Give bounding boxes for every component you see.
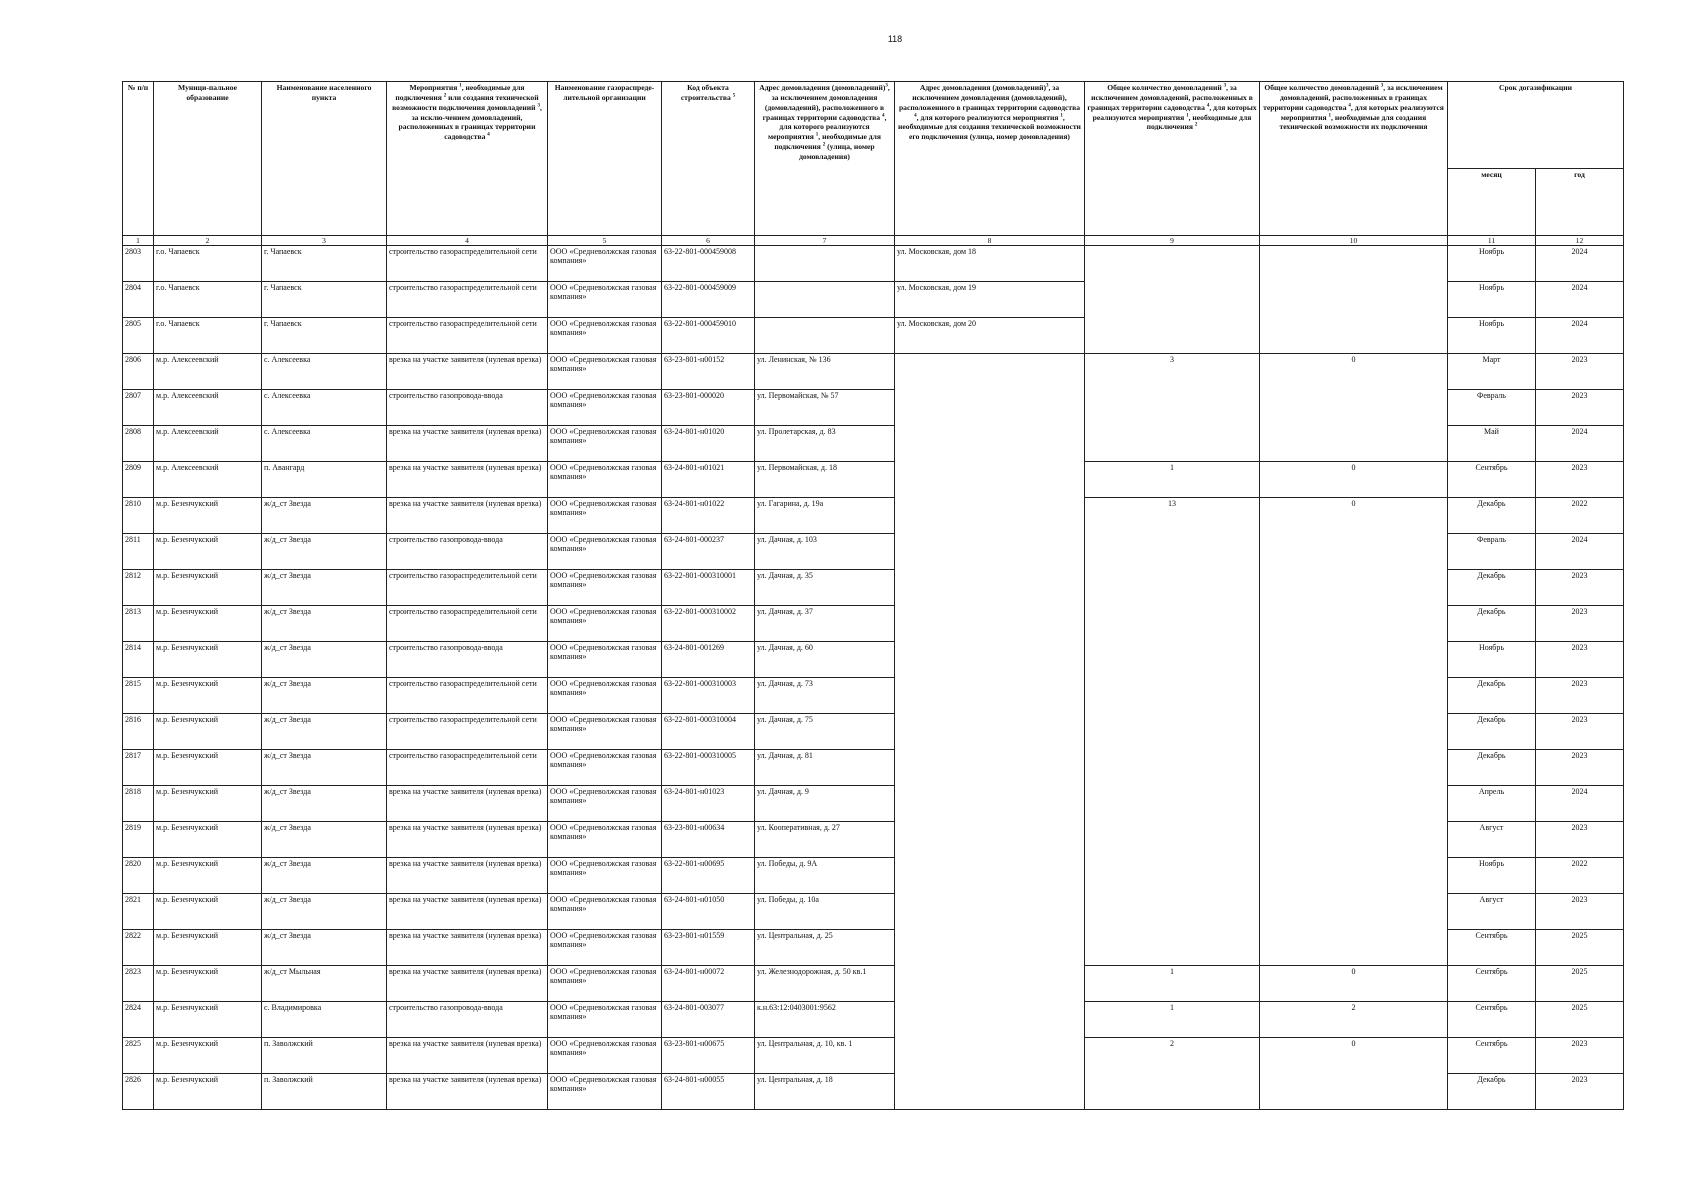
deadline-year-cell: 2022 [1536,498,1624,534]
row-number: 2803 [123,246,154,282]
row-number: 2811 [123,534,154,570]
object-code-cell: 63-23-801-н00634 [662,822,755,858]
deadline-year-cell: 2023 [1536,462,1624,498]
organization-cell: ООО «Средневолжская газовая компания» [548,390,662,426]
municipality-cell: м.р. Безенчукский [154,642,262,678]
deadline-year-cell: 2022 [1536,858,1624,894]
column-number: 7 [755,236,895,246]
organization-cell: ООО «Средневолжская газовая компания» [548,858,662,894]
header-count-connection: Общее количество домовладений $^3$, за исключением домовладений, расположенных в границах территории садоводства $^4$, для которых реализуются мероприятия $^1$, необходимые для подключения $^2$ [1085,82,1260,236]
column-number-row [123,236,1624,246]
column-number: 12 [1536,236,1624,246]
object-code-cell: 63-22-801-000459010 [662,318,755,354]
address-connection-cell [755,246,895,282]
address-connection-cell: ул. Кооперативная, д. 27 [755,822,895,858]
deadline-month-cell: Ноябрь [1448,282,1536,318]
organization-cell: ООО «Средневолжская газовая компания» [548,318,662,354]
header-address-technical: Адрес домовладения (домовладений)$^3$, за исключением домовладения (домовладений), расположенного в границах территории садоводства $^4$, для которого реализуются мероприятия $^1$, необходимые для создания технической возможности его подключения (улица, номер домовладения) [895,82,1085,236]
deadline-year-cell: 2023 [1536,606,1624,642]
row-number: 2813 [123,606,154,642]
row-number: 2809 [123,462,154,498]
measure-cell: строительство газораспределительной сети [387,282,548,318]
table-row [123,966,1624,1002]
deadline-month-cell: Ноябрь [1448,642,1536,678]
settlement-cell: ж/д_ст Звезда [262,894,387,930]
object-code-cell: 63-24-801-н00055 [662,1074,755,1110]
count-technical-cell: 0 [1260,966,1448,1002]
count-connection-cell: 13 [1085,498,1260,966]
settlement-cell: с. Алексеевка [262,354,387,390]
municipality-cell: м.р. Безенчукский [154,858,262,894]
settlement-cell: ж/д_ст Мыльная [262,966,387,1002]
row-number: 2806 [123,354,154,390]
deadline-year-cell: 2023 [1536,750,1624,786]
count-connection-cell: 1 [1085,966,1260,1002]
object-code-cell: 63-24-801-н01023 [662,786,755,822]
deadline-month-cell: Декабрь [1448,498,1536,534]
municipality-cell: м.р. Безенчукский [154,930,262,966]
deadline-year-cell: 2023 [1536,642,1624,678]
count-technical-cell: 0 [1260,354,1448,462]
column-number: 11 [1448,236,1536,246]
row-number: 2815 [123,678,154,714]
deadline-month-cell: Август [1448,822,1536,858]
settlement-cell: ж/д_ст Звезда [262,714,387,750]
municipality-cell: м.р. Безенчукский [154,534,262,570]
measure-cell: врезка на участке заявителя (нулевая врезка) [387,426,548,462]
organization-cell: ООО «Средневолжская газовая компания» [548,786,662,822]
count-technical-cell: 0 [1260,462,1448,498]
deadline-year-cell: 2023 [1536,1074,1624,1110]
measure-cell: строительство газопровода-ввода [387,390,548,426]
count-connection-cell: 1 [1085,1002,1260,1038]
municipality-cell: м.р. Безенчукский [154,1002,262,1038]
municipality-cell: г.о. Чапаевск [154,282,262,318]
deadline-year-cell: 2025 [1536,930,1624,966]
deadline-month-cell: Декабрь [1448,606,1536,642]
count-connection-cell: 1 [1085,462,1260,498]
object-code-cell: 63-24-801-000237 [662,534,755,570]
settlement-cell: г. Чапаевск [262,246,387,282]
deadline-month-cell: Ноябрь [1448,318,1536,354]
address-connection-cell: ул. Первомайская, д. 18 [755,462,895,498]
deadline-year-cell: 2024 [1536,282,1624,318]
settlement-cell: ж/д_ст Звезда [262,642,387,678]
deadline-year-cell: 2023 [1536,354,1624,390]
measure-cell: врезка на участке заявителя (нулевая врезка) [387,894,548,930]
measure-cell: строительство газораспределительной сети [387,714,548,750]
organization-cell: ООО «Средневолжская газовая компания» [548,570,662,606]
object-code-cell: 63-24-801-003077 [662,1002,755,1038]
organization-cell: ООО «Средневолжская газовая компания» [548,426,662,462]
table-row [123,1038,1624,1074]
settlement-cell: с. Алексеевка [262,426,387,462]
settlement-cell: ж/д_ст Звезда [262,930,387,966]
row-number: 2826 [123,1074,154,1110]
organization-cell: ООО «Средневолжская газовая компания» [548,354,662,390]
row-number: 2817 [123,750,154,786]
measure-cell: строительство газораспределительной сети [387,570,548,606]
municipality-cell: м.р. Алексеевский [154,354,262,390]
settlement-cell: п. Авангард [262,462,387,498]
address-connection-cell: ул. Железнодорожная, д. 50 кв.1 [755,966,895,1002]
deadline-year-cell: 2025 [1536,1002,1624,1038]
header-municipality: Муници-пальное образование [154,82,262,236]
address-technical-cell: ул. Московская, дом 18 [895,246,1085,282]
address-connection-cell: ул. Дачная, д. 73 [755,678,895,714]
gasification-table [122,81,1624,1110]
municipality-cell: м.р. Безенчукский [154,894,262,930]
deadline-year-cell: 2023 [1536,1038,1624,1074]
municipality-cell: г.о. Чапаевск [154,246,262,282]
object-code-cell: 63-22-801-000310005 [662,750,755,786]
column-number: 6 [662,236,755,246]
count-connection-cell [1085,246,1260,354]
organization-cell: ООО «Средневолжская газовая компания» [548,750,662,786]
deadline-month-cell: Декабрь [1448,750,1536,786]
deadline-year-cell: 2023 [1536,570,1624,606]
deadline-year-cell: 2024 [1536,318,1624,354]
header-object-code: Код объекта строительства $^5$ [662,82,755,236]
address-connection-cell: ул. Победы, д. 9А [755,858,895,894]
settlement-cell: с. Алексеевка [262,390,387,426]
object-code-cell: 63-23-801-н00675 [662,1038,755,1074]
measure-cell: строительство газораспределительной сети [387,318,548,354]
object-code-cell: 63-22-801-000310001 [662,570,755,606]
address-technical-cell: ул. Московская, дом 20 [895,318,1085,354]
organization-cell: ООО «Средневолжская газовая компания» [548,282,662,318]
deadline-month-cell: Март [1448,354,1536,390]
header-settlement: Наименование населенного пункта [262,82,387,236]
organization-cell: ООО «Средневолжская газовая компания» [548,894,662,930]
municipality-cell: г.о. Чапаевск [154,318,262,354]
count-technical-cell: 2 [1260,1002,1448,1038]
address-connection-cell: ул. Центральная, д. 25 [755,930,895,966]
row-number: 2821 [123,894,154,930]
measure-cell: врезка на участке заявителя (нулевая врезка) [387,1038,548,1074]
count-connection-cell: 2 [1085,1038,1260,1110]
object-code-cell: 63-24-801-н01020 [662,426,755,462]
settlement-cell: ж/д_ст Звезда [262,570,387,606]
municipality-cell: м.р. Алексеевский [154,390,262,426]
table-row [123,354,1624,390]
deadline-month-cell: Апрель [1448,786,1536,822]
municipality-cell: м.р. Безенчукский [154,570,262,606]
address-technical-cell: ул. Московская, дом 19 [895,282,1085,318]
object-code-cell: 63-23-801-000020 [662,390,755,426]
address-connection-cell: ул. Ленинская, № 136 [755,354,895,390]
organization-cell: ООО «Средневолжская газовая компания» [548,498,662,534]
address-connection-cell: ул. Центральная, д. 18 [755,1074,895,1110]
address-connection-cell: ул. Дачная, д. 60 [755,642,895,678]
row-number: 2823 [123,966,154,1002]
object-code-cell: 63-22-801-н00695 [662,858,755,894]
deadline-month-cell: Декабрь [1448,714,1536,750]
measure-cell: строительство газораспределительной сети [387,246,548,282]
measure-cell: строительство газораспределительной сети [387,606,548,642]
table-row [123,498,1624,534]
count-technical-cell: 0 [1260,498,1448,966]
object-code-cell: 63-22-801-000310002 [662,606,755,642]
deadline-year-cell: 2024 [1536,786,1624,822]
organization-cell: ООО «Средневолжская газовая компания» [548,1038,662,1074]
settlement-cell: г. Чапаевск [262,282,387,318]
measure-cell: врезка на участке заявителя (нулевая врезка) [387,822,548,858]
column-number: 10 [1260,236,1448,246]
row-number: 2804 [123,282,154,318]
header-year: год [1536,169,1624,236]
deadline-month-cell: Декабрь [1448,570,1536,606]
table-body [123,246,1624,1110]
measure-cell: врезка на участке заявителя (нулевая врезка) [387,354,548,390]
organization-cell: ООО «Средневолжская газовая компания» [548,714,662,750]
column-number: 3 [262,236,387,246]
header-number: № п/п [123,82,154,236]
header-count-technical: Общее количество домовладений $^3$, за исключением домовладений, расположенных в границах территории садоводства $^4$, для которых реализуются мероприятия $^1$, необходимые для создания технической возможности их подключения [1260,82,1448,236]
deadline-year-cell: 2024 [1536,246,1624,282]
municipality-cell: м.р. Безенчукский [154,498,262,534]
deadline-month-cell: Сентябрь [1448,1002,1536,1038]
object-code-cell: 63-24-801-н01021 [662,462,755,498]
table-row [123,1002,1624,1038]
row-number: 2824 [123,1002,154,1038]
address-connection-cell: ул. Первомайская, № 57 [755,390,895,426]
settlement-cell: с. Владимировка [262,1002,387,1038]
address-connection-cell: ул. Дачная, д. 35 [755,570,895,606]
deadline-month-cell: Февраль [1448,390,1536,426]
object-code-cell: 63-24-801-н01022 [662,498,755,534]
municipality-cell: м.р. Алексеевский [154,462,262,498]
deadline-month-cell: Сентябрь [1448,930,1536,966]
address-connection-cell: ул. Центральная, д. 10, кв. 1 [755,1038,895,1074]
organization-cell: ООО «Средневолжская газовая компания» [548,1074,662,1110]
count-technical-cell: 0 [1260,1038,1448,1110]
object-code-cell: 63-24-801-001269 [662,642,755,678]
settlement-cell: ж/д_ст Звезда [262,678,387,714]
row-number: 2808 [123,426,154,462]
municipality-cell: м.р. Безенчукский [154,966,262,1002]
address-connection-cell [755,318,895,354]
deadline-month-cell: Май [1448,426,1536,462]
address-connection-cell: ул. Гагарина, д. 19а [755,498,895,534]
address-connection-cell: к.н.63:12:0403001:9562 [755,1002,895,1038]
measure-cell: врезка на участке заявителя (нулевая врезка) [387,966,548,1002]
object-code-cell: 63-22-801-000310003 [662,678,755,714]
row-number: 2807 [123,390,154,426]
deadline-month-cell: Ноябрь [1448,246,1536,282]
settlement-cell: г. Чапаевск [262,318,387,354]
organization-cell: ООО «Средневолжская газовая компания» [548,678,662,714]
table-row [123,462,1624,498]
deadline-month-cell: Февраль [1448,534,1536,570]
settlement-cell: ж/д_ст Звезда [262,822,387,858]
count-connection-cell: 3 [1085,354,1260,462]
deadline-year-cell: 2023 [1536,714,1624,750]
address-connection-cell: ул. Пролетарская, д. 83 [755,426,895,462]
row-number: 2825 [123,1038,154,1074]
deadline-year-cell: 2023 [1536,678,1624,714]
measure-cell: врезка на участке заявителя (нулевая врезка) [387,786,548,822]
object-code-cell: 63-22-801-000310004 [662,714,755,750]
header-organization: Наименование газораспреде-лительной организации [548,82,662,236]
measure-cell: врезка на участке заявителя (нулевая врезка) [387,1074,548,1110]
deadline-year-cell: 2025 [1536,966,1624,1002]
measure-cell: строительство газопровода-ввода [387,1002,548,1038]
object-code-cell: 63-22-801-000459009 [662,282,755,318]
count-technical-cell [1260,246,1448,354]
row-number: 2819 [123,822,154,858]
address-connection-cell [755,282,895,318]
row-number: 2818 [123,786,154,822]
measure-cell: врезка на участке заявителя (нулевая врезка) [387,858,548,894]
organization-cell: ООО «Средневолжская газовая компания» [548,462,662,498]
municipality-cell: м.р. Безенчукский [154,750,262,786]
deadline-month-cell: Сентябрь [1448,1038,1536,1074]
address-connection-cell: ул. Дачная, д. 75 [755,714,895,750]
municipality-cell: м.р. Алексеевский [154,426,262,462]
object-code-cell: 63-23-801-н00152 [662,354,755,390]
measure-cell: строительство газораспределительной сети [387,678,548,714]
row-number: 2805 [123,318,154,354]
deadline-month-cell: Август [1448,894,1536,930]
municipality-cell: м.р. Безенчукский [154,822,262,858]
settlement-cell: п. Заволжский [262,1038,387,1074]
settlement-cell: ж/д_ст Звезда [262,750,387,786]
municipality-cell: м.р. Безенчукский [154,606,262,642]
column-number: 9 [1085,236,1260,246]
row-number: 2820 [123,858,154,894]
organization-cell: ООО «Средневолжская газовая компания» [548,642,662,678]
address-connection-cell: ул. Победы, д. 10а [755,894,895,930]
deadline-month-cell: Сентябрь [1448,462,1536,498]
column-number: 2 [154,236,262,246]
measure-cell: строительство газопровода-ввода [387,534,548,570]
column-number: 8 [895,236,1085,246]
page-number: 118 [887,34,903,44]
row-number: 2822 [123,930,154,966]
header-deadline: Срок догазификации [1448,82,1624,169]
address-connection-cell: ул. Дачная, д. 9 [755,786,895,822]
deadline-month-cell: Ноябрь [1448,858,1536,894]
settlement-cell: ж/д_ст Звезда [262,858,387,894]
settlement-cell: п. Заволжский [262,1074,387,1110]
deadline-year-cell: 2023 [1536,822,1624,858]
deadline-month-cell: Декабрь [1448,1074,1536,1110]
column-number: 4 [387,236,548,246]
address-technical-cell [895,354,1085,1110]
organization-cell: ООО «Средневолжская газовая компания» [548,534,662,570]
measure-cell: строительство газораспределительной сети [387,750,548,786]
column-number: 1 [123,236,154,246]
row-number: 2816 [123,714,154,750]
table-row [123,246,1624,282]
row-number: 2814 [123,642,154,678]
settlement-cell: ж/д_ст Звезда [262,606,387,642]
measure-cell: строительство газопровода-ввода [387,642,548,678]
organization-cell: ООО «Средневолжская газовая компания» [548,246,662,282]
column-number: 5 [548,236,662,246]
settlement-cell: ж/д_ст Звезда [262,498,387,534]
deadline-year-cell: 2024 [1536,534,1624,570]
header-address-connection: Адрес домовладения (домовладений)$^3$, за исключением домовладения (домовладений), расположенного в границах территории садоводства $^4$, для которого реализуются мероприятия $^1$, необходимые для подключения $^2$ (улица, номер домовладения) [755,82,895,236]
address-connection-cell: ул. Дачная, д. 81 [755,750,895,786]
deadline-month-cell: Декабрь [1448,678,1536,714]
address-connection-cell: ул. Дачная, д. 103 [755,534,895,570]
row-number: 2812 [123,570,154,606]
settlement-cell: ж/д_ст Звезда [262,534,387,570]
address-connection-cell: ул. Дачная, д. 37 [755,606,895,642]
object-code-cell: 63-23-801-н01559 [662,930,755,966]
measure-cell: врезка на участке заявителя (нулевая врезка) [387,498,548,534]
municipality-cell: м.р. Безенчукский [154,786,262,822]
measure-cell: врезка на участке заявителя (нулевая врезка) [387,462,548,498]
deadline-year-cell: 2023 [1536,390,1624,426]
organization-cell: ООО «Средневолжская газовая компания» [548,930,662,966]
deadline-month-cell: Сентябрь [1448,966,1536,1002]
organization-cell: ООО «Средневолжская газовая компания» [548,1002,662,1038]
object-code-cell: 63-24-801-н00072 [662,966,755,1002]
row-number: 2810 [123,498,154,534]
municipality-cell: м.р. Безенчукский [154,1074,262,1110]
settlement-cell: ж/д_ст Звезда [262,786,387,822]
object-code-cell: 63-22-801-000459008 [662,246,755,282]
deadline-year-cell: 2023 [1536,894,1624,930]
header-measures: Мероприятия $^1$, необходимые для подключения $^2$ или создания технической возможности подключения домовладений $^3$, за исклю-чением домовладений, расположенных в границах территории садоводства $^4$ [387,82,548,236]
deadline-year-cell: 2024 [1536,426,1624,462]
object-code-cell: 63-24-801-н01050 [662,894,755,930]
municipality-cell: м.р. Безенчукский [154,1038,262,1074]
measure-cell: врезка на участке заявителя (нулевая врезка) [387,930,548,966]
municipality-cell: м.р. Безенчукский [154,678,262,714]
header-month: месяц [1448,169,1536,236]
organization-cell: ООО «Средневолжская газовая компания» [548,822,662,858]
organization-cell: ООО «Средневолжская газовая компания» [548,966,662,1002]
municipality-cell: м.р. Безенчукский [154,714,262,750]
organization-cell: ООО «Средневолжская газовая компания» [548,606,662,642]
